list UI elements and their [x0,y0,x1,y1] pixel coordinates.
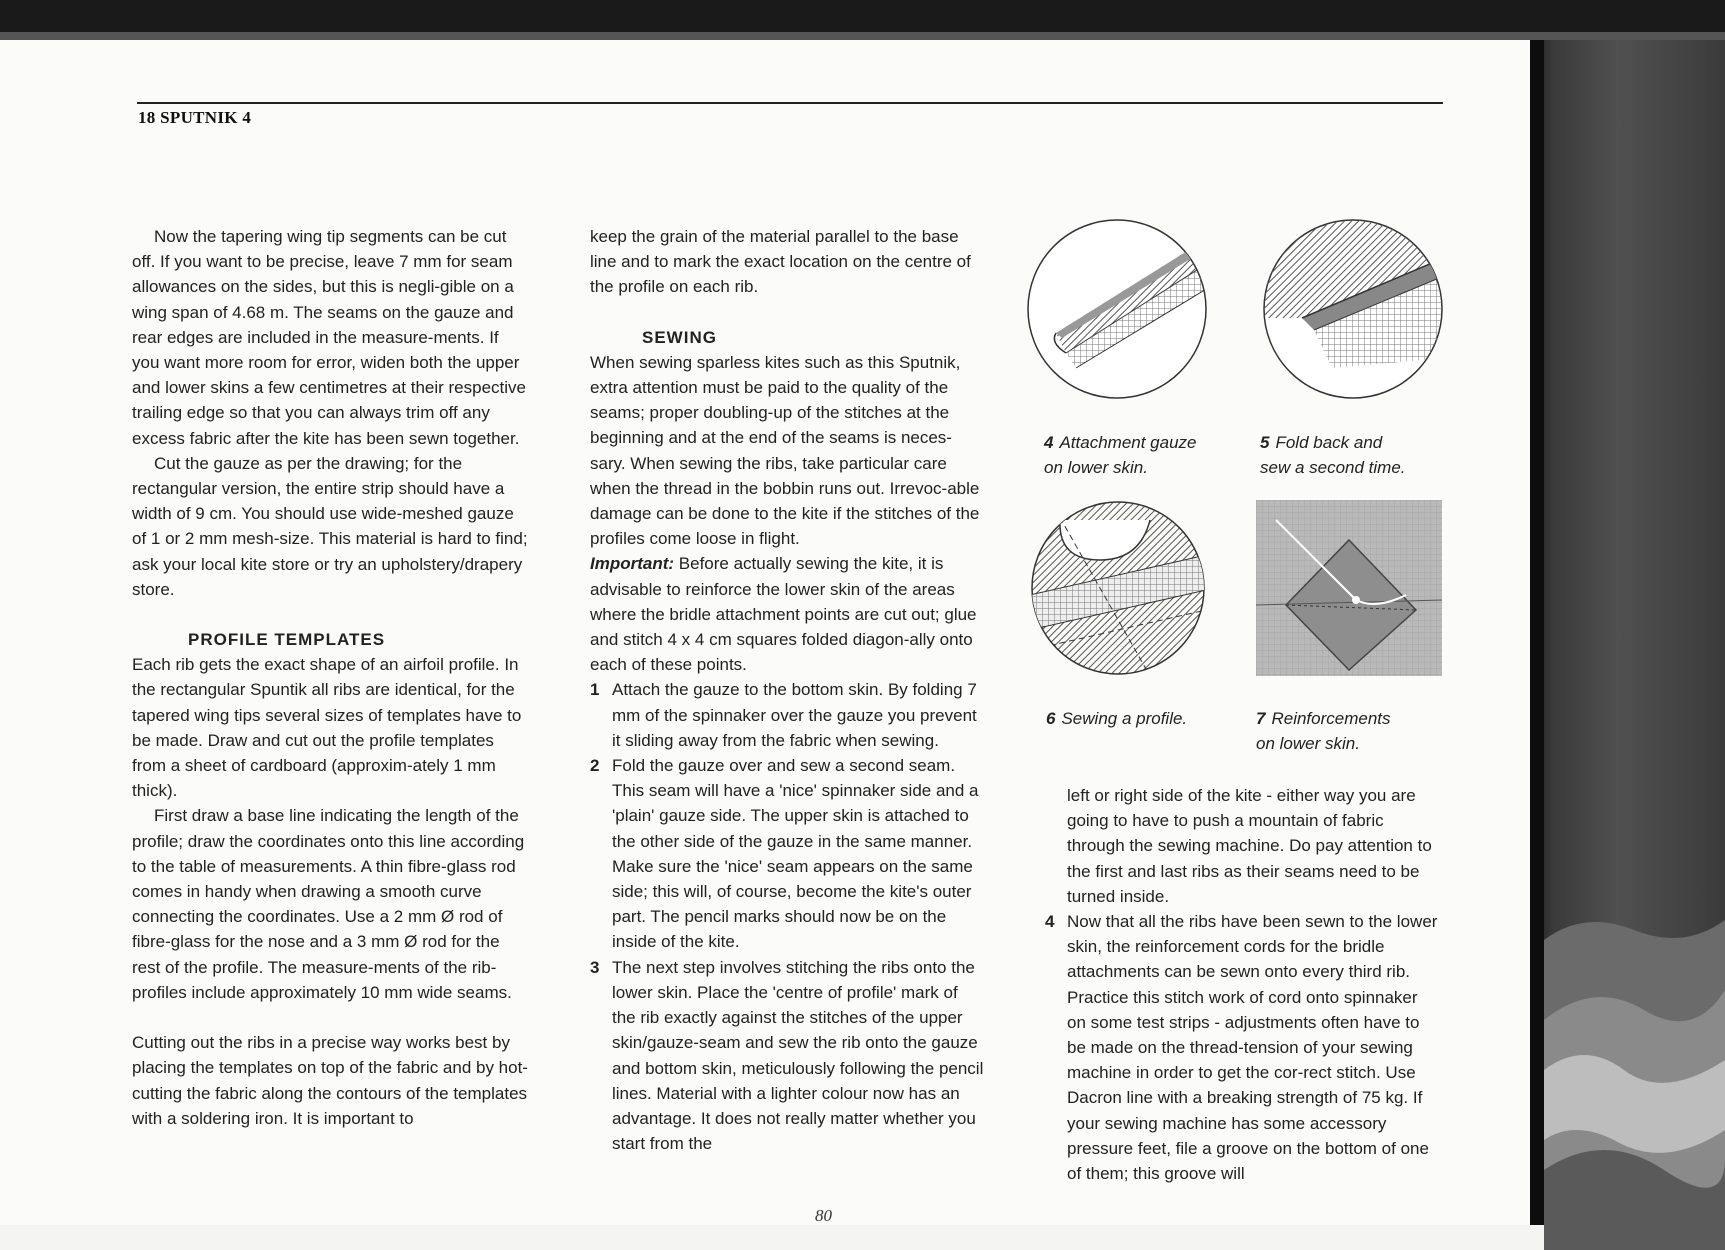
figure-6-sewing-profile-illustration [1030,500,1206,676]
scan-top-edge [0,0,1725,40]
surf-photo-fragment [1544,870,1725,1250]
paragraph: Cut the gauze as per the drawing; for the rectangular version, the entire strip should have a width of 9 cm. You should use wide-meshed gauze of 1 or 2 mm mesh-size. This material is hard to find; ask your local kite store or try an upholstery/drapery store. [132,453,528,599]
paragraph: keep the grain of the material parallel to the base line and to mark the exact location on the centre of the profile on each rib. [590,227,971,297]
figure-6-caption: 6 Sewing a profile. [1046,709,1188,728]
important-label: Important: [590,554,675,574]
list-item: 2 Fold the gauze over and sew a second seam. This seam will have a 'nice' spinnaker side and a 'plain' gauze side. The upper skin is attached to the other side of the gauze in the same manner. Make sure the 'nice' seam appears on the same side; this will, of course, become the kite's outer part. The pencil marks should now be on the inside of the kite. [590,756,979,952]
figure-4-gauze-attachment-illustration [1026,218,1208,400]
section-heading: PROFILE TEMPLATES [188,630,386,650]
paragraph: Each rib gets the exact shape of an airfoil profile. In the rectangular Spuntik all ribs are identical, for the tapered wing tips several sizes of templates have to be made. Draw and cut out the profile templates from a sheet of cardboard (approxim-ately 1 mm thick). [132,655,522,801]
figure-7-caption: 7 Reinforcements on lower skin. [1256,709,1391,753]
paragraph: left or right side of the kite - either way you are going to have to push a mountain of fabric through the sewing machine. Do pay attention to the first and last ribs as their seams need to be turned inside. [1067,786,1432,906]
figure-5-caption: 5 Fold back and sew a second time. [1260,433,1406,477]
page-number: 80 [815,1206,832,1225]
book-spine [1530,40,1544,1225]
list-item: 4 Now that all the ribs have been sewn to the lower skin, the reinforcement cords for the bridle attachments can be sewn onto every third rib. Practice this stitch work of cord onto spinnaker on some test strips - adjustments often have to be made on the thread-tension of your sewing machine in order to get the cor-rect stitch. Use Dacron line with a breaking strength of 75 kg. If your sewing machine has some accessory pressure feet, file a groove on the bottom of one of them; this groove will [1045,912,1438,1184]
paragraph: Now the tapering wing tip segments can be cut off. If you want to be precise, leave 7 mm for seam allowances on the sides, but this is negli-gible on a wing span of 4.68 m. The seams on the gauze and rear edges are included in the measure-ments. If you want more room for error, widen both the upper and lower skins a few centimetres at their respective trailing edge so that you can always trim off any excess fabric after the kite has been sewn together. [132,227,527,448]
paragraph: Cutting out the ribs in a precise way works best by placing the templates on top of the fabric and by hot-cutting the fabric along the contours of the templates with a soldering iron. It is important to [132,1033,528,1128]
paragraph: First draw a base line indicating the length of the profile; draw the coordinates onto this line according to the table of measurements. A thin fibre-glass rod comes in handy when drawing a smooth curve connecting the coordinates. Use a 2 mm Ø rod of fibre-glass for the nose and a 3 mm Ø rod for the rest of the profile. The measure-ments of the rib-profiles include approximately 10 mm wide seams. [132,806,525,1002]
list-item: 1 Attach the gauze to the bottom skin. By folding 7 mm of the spinnaker over the gauze you prevent it sliding away from the fabric when sewing. [590,680,977,750]
list-item: 3 The next step involves stitching the ribs onto the lower skin. Place the 'centre of profile' mark of the rib exactly against the stitches of the upper skin/gauze-seam and sew the rib onto the gauze and bottom skin, meticulously following the pencil lines. Material with a lighter colour now has an advantage. It does not really matter whether you start from the [590,957,984,1154]
paragraph: When sewing sparless kites such as this Sputnik, extra attention must be paid to the quality of the seams; proper doubling-up of the stitches at the beginning and at the end of the seams is neces-sary. When sewing the ribs, take particular care when the thread in the bobbin runs out. Irrevoc-able damage can be done to the kite if the stitches of the profiles come loose in flight. [590,352,980,549]
paragraph [590,551,985,677]
header-rule [137,102,1443,104]
important-text: Before actually sewing the kite, it is advisable to reinforce the lower skin of the areas where the bridle attachment points are cut out; glue and stitch 4 x 4 cm squares folded diagon-ally onto each of these points. [590,554,977,675]
text-column-3 [1045,783,1441,1186]
figure-5-fold-back-illustration [1262,218,1444,400]
facing-page-photo [1530,40,1725,1225]
section-heading: SEWING [642,327,717,347]
text-column-1 [132,224,528,1131]
figure-7-reinforcement-photo [1256,500,1442,676]
text-column-2 [590,224,985,1156]
figure-4-caption: 4 Attachment gauze on lower skin. [1044,433,1197,477]
running-head: 18 SPUTNIK 4 [138,108,252,127]
